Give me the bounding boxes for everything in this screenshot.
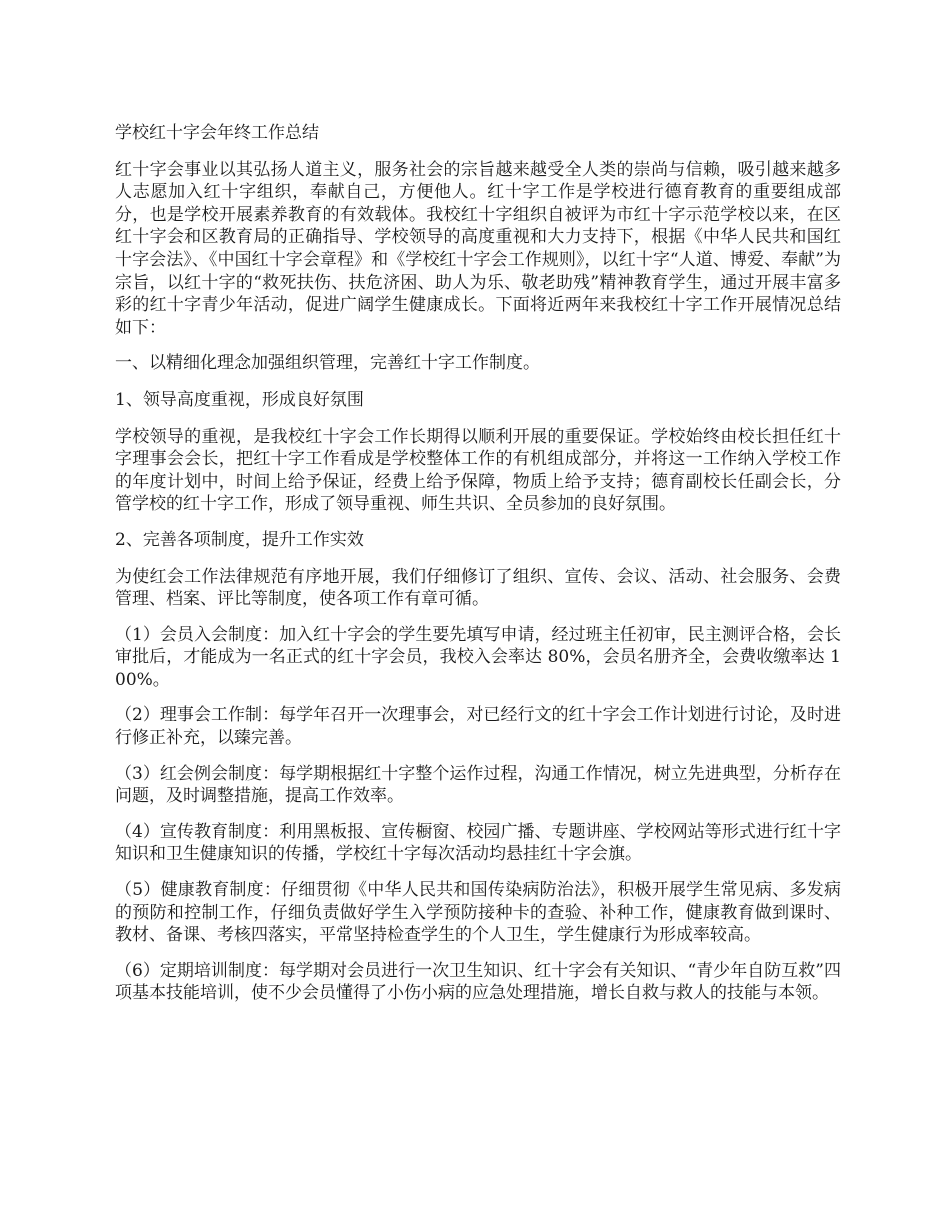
paragraph-item-3: （3）红会例会制度：每学期根据红十字整个运作过程，沟通工作情况，树立先进典型，分析存在问题，及时调整措施，提高工作效率。 — [115, 763, 841, 807]
paragraph-item-5: （5）健康教育制度：仔细贯彻《中华人民共和国传染病防治法》，积极开展学生常见病、多发病的预防和控制工作，仔细负责做好学生入学预防接种卡的查验、补种工作，健康教育做到课时、教材、备课、考核四落实，平常坚持检查学生的个人卫生，学生健康行为形成率较高。 — [115, 880, 841, 946]
document-body — [115, 122, 841, 1018]
paragraph-item-2: （2）理事会工作制：每学年召开一次理事会，对已经行文的红十字会工作计划进行讨论，及时进行修正补充，以臻完善。 — [115, 705, 841, 749]
paragraph-item-6: （6）定期培训制度：每学期对会员进行一次卫生知识、红十字会有关知识、“青少年自防互救”四项基本技能培训，使不少会员懂得了小伤小病的应急处理措施，增长自救与救人的技能与本领。 — [115, 960, 841, 1004]
paragraph-leadership: 学校领导的重视，是我校红十字会工作长期得以顺利开展的重要保证。学校始终由校长担任红十字理事会会长，把红十字工作看成是学校整体工作的有机组成部分，并将这一工作纳入学校工作的年度计划中，时间上给予保证，经费上给予保障，物质上给予支持；德育副校长任副会长，分管学校的红十字工作，形成了领导重视、师生共识、全员参加的良好氛围。 — [115, 426, 841, 515]
subsection-heading-2: 2、完善各项制度，提升工作实效 — [115, 529, 364, 550]
intro-paragraph: 红十字会事业以其弘扬人道主义，服务社会的宗旨越来越受全人类的崇尚与信赖，吸引越来越多人志愿加入红十字组织，奉献自己，方便他人。红十字工作是学校进行德育教育的重要组成部分，也是学校开展素养教育的有效载体。我校红十字组织自被评为市红十字示范学校以来，在区红十字会和区教育局的正确指导、学校领导的高度重视和大力支持下，根据《中华人民共和国红十字会法》、《中国红十字会章程》和《学校红十字会工作规则》，以红十字“人道、博爱、奉献”为宗旨，以红十字的“救死扶伤、扶危济困、助人为乐、敬老助残”精神教育学生，通过开展丰富多彩的红十字青少年活动，促进广阔学生健康成长。下面将近两年来我校红十字工作开展情况总结如下： — [115, 159, 841, 338]
paragraph-item-4: （4）宣传教育制度：利用黑板报、宣传橱窗、校园广播、专题讲座、学校网站等形式进行红十字知识和卫生健康知识的传播，学校红十字每次活动均悬挂红十字会旗。 — [115, 821, 841, 865]
subsection-heading-1: 1、领导高度重视，形成良好氛围 — [115, 389, 364, 410]
section-heading-1: 一、以精细化理念加强组织管理，完善红十字工作制度。 — [115, 353, 540, 374]
paragraph-regulations: 为使红会工作法律规范有序地开展，我们仔细修订了组织、宣传、会议、活动、社会服务、会费管理、档案、评比等制度，使各项工作有章可循。 — [115, 566, 841, 610]
paragraph-item-1: （1）会员入会制度：加入红十字会的学生要先填写申请，经过班主任初审，民主测评合格，会长审批后，才能成为一名正式的红十字会员，我校入会率达 80%，会员名册齐全，会费收缴率达 100%。 — [115, 624, 841, 690]
document-title: 学校红十字会年终工作总结 — [115, 123, 319, 143]
